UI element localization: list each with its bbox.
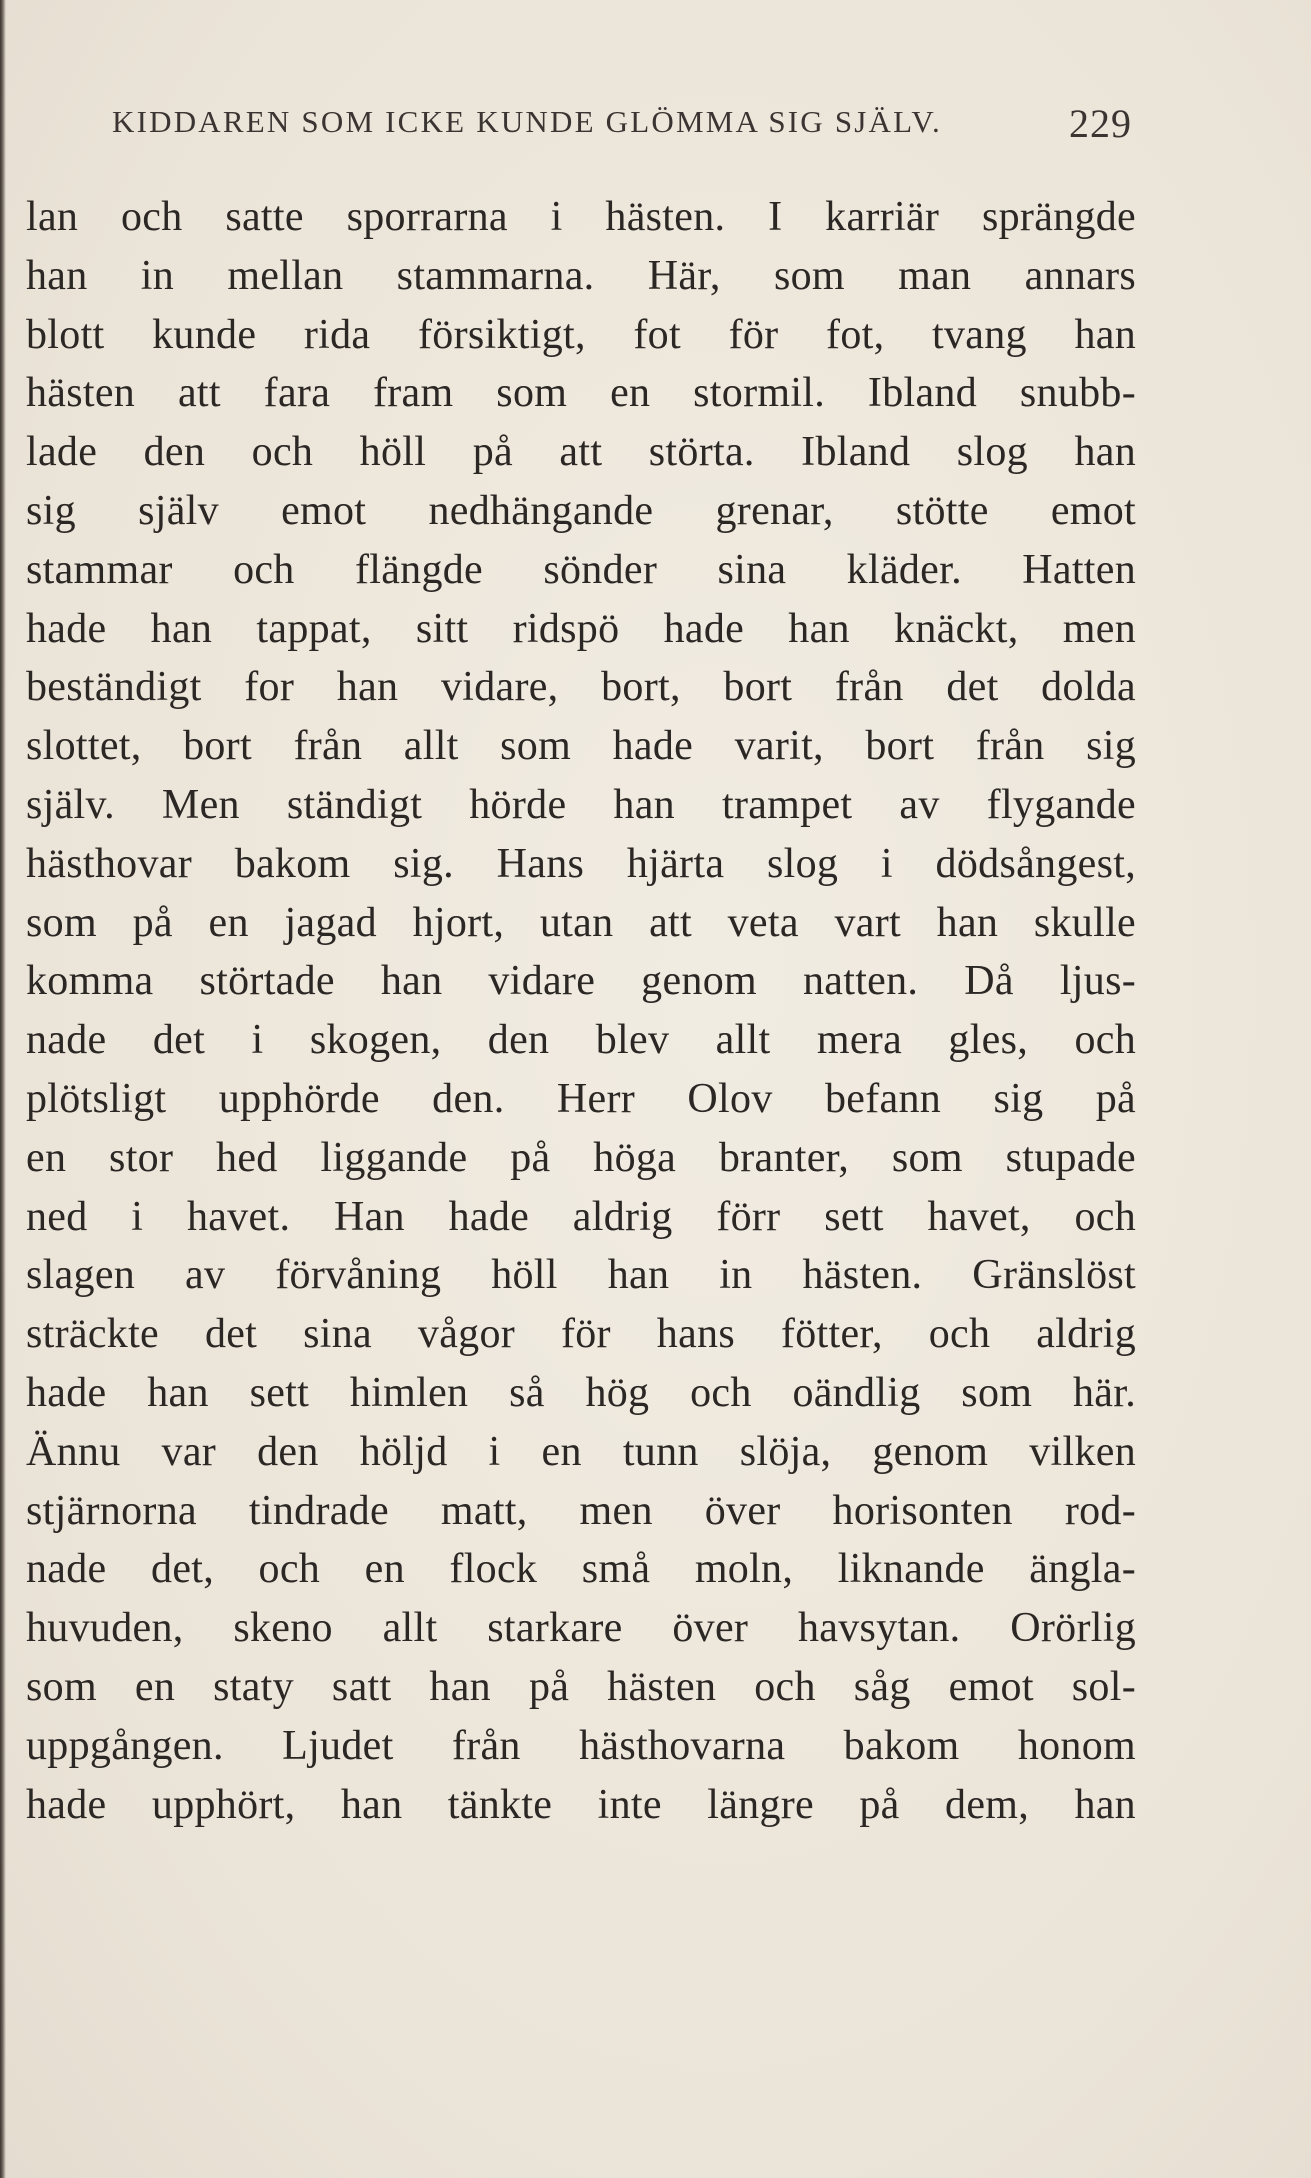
text-line: hästen att fara fram som en stormil. Ibland snubb- xyxy=(26,370,1136,417)
text-line: stjärnorna tindrade matt, men över horisonten rod- xyxy=(26,1487,1136,1534)
text-line: uppgången. Ljudet från hästhovarna bakom honom xyxy=(26,1722,1136,1769)
text-line: som på en jagad hjort, utan att veta vart han skulle xyxy=(26,899,1136,946)
text-line: lan och satte sporrarna i hästen. I karriär sprängde xyxy=(26,194,1136,240)
text-line: sig själv emot nedhängande grenar, stötte emot xyxy=(26,487,1136,534)
body-text xyxy=(26,188,1136,1834)
text-line: Ännu var den höljd i en tunn slöja, genom vilken xyxy=(26,1428,1136,1475)
running-title: KIDDAREN SOM ICKE KUNDE GLÖMMA SIG SJÄLV. xyxy=(112,104,942,139)
page-number: 229 xyxy=(1069,101,1132,146)
text-line: hade han tappat, sitt ridspö hade han knäckt, men xyxy=(26,605,1136,652)
text-line: han in mellan stammarna. Här, som man annars xyxy=(26,252,1136,299)
running-header xyxy=(112,101,1132,154)
page-gutter-edge xyxy=(0,0,6,2178)
text-line: lade den och höll på att störta. Ibland slog han xyxy=(26,429,1136,476)
text-line: nade det, och en flock små moln, liknande ängla- xyxy=(26,1546,1136,1593)
text-line: en stor hed liggande på höga branter, som stupade xyxy=(26,1134,1136,1181)
text-line: huvuden, skeno allt starkare över havsytan. Orörlig xyxy=(26,1605,1136,1652)
text-line: stammar och flängde sönder sina kläder. Hatten xyxy=(26,546,1136,593)
text-line: slottet, bort från allt som hade varit, bort från sig xyxy=(26,723,1136,770)
text-line: komma störtade han vidare genom natten. Då ljus- xyxy=(26,958,1136,1005)
text-line: blott kunde rida försiktigt, fot för fot, tvang han xyxy=(26,311,1136,358)
text-line: beständigt for han vidare, bort, bort från det dolda xyxy=(26,664,1136,711)
text-line: hade han sett himlen så hög och oändlig som här. xyxy=(26,1369,1136,1416)
text-line: ned i havet. Han hade aldrig förr sett havet, och xyxy=(26,1193,1136,1240)
text-line: själv. Men ständigt hörde han trampet av flygande xyxy=(26,781,1136,828)
text-line: sträckte det sina vågor för hans fötter, och aldrig xyxy=(26,1311,1136,1358)
text-line: nade det i skogen, den blev allt mera gles, och xyxy=(26,1017,1136,1064)
text-line: som en staty satt han på hästen och såg emot sol- xyxy=(26,1663,1136,1710)
text-line: plötsligt upphörde den. Herr Olov befann sig på xyxy=(26,1075,1136,1122)
text-line: hästhovar bakom sig. Hans hjärta slog i dödsångest, xyxy=(26,840,1136,887)
text-line: slagen av förvåning höll han in hästen. Gränslöst xyxy=(26,1252,1136,1299)
text-line: hade upphört, han tänkte inte längre på dem, han xyxy=(26,1781,1136,1828)
